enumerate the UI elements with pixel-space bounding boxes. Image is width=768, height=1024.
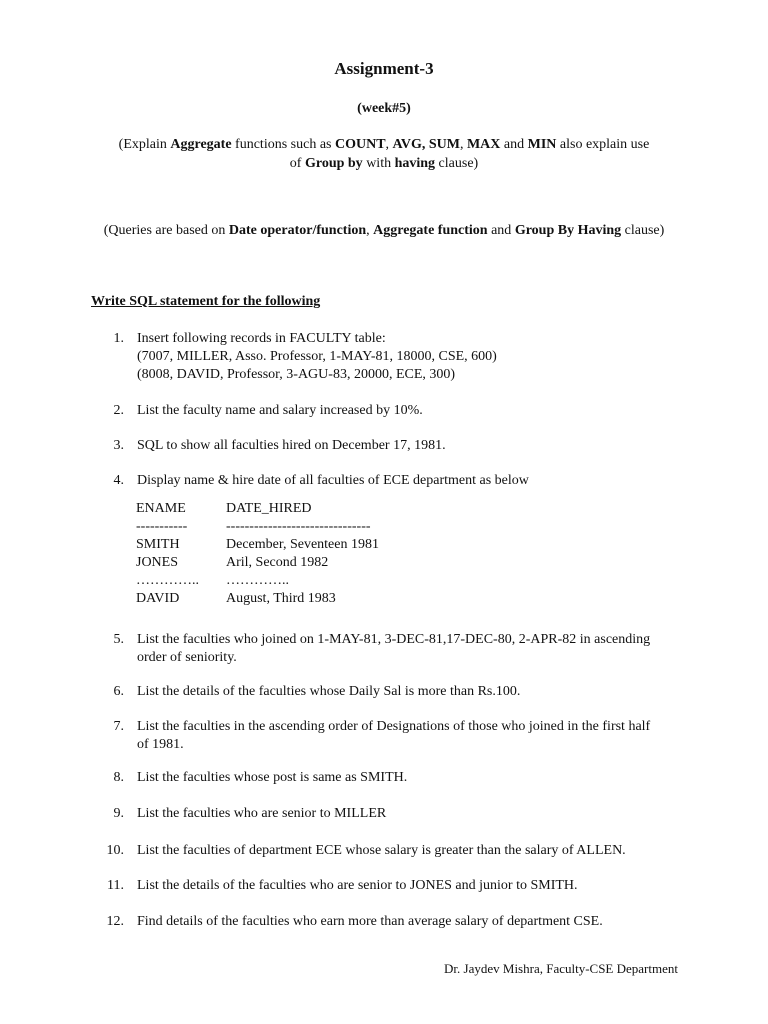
item-line: List the faculties who are senior to MILLER — [137, 806, 387, 821]
queries-bold: Aggregate function — [373, 223, 488, 238]
table-cell: ………….. — [226, 573, 289, 588]
item-text — [137, 805, 677, 823]
item-line: (8008, DAVID, Professor, 3-AGU-83, 20000, ECE, 300) — [137, 367, 456, 382]
table-cell: DAVID — [136, 591, 180, 606]
table-cell: SMITH — [136, 537, 180, 552]
explain-bold: Group by — [304, 156, 363, 171]
section-heading: Write SQL statement for the following — [91, 294, 321, 309]
item-number: 8. — [113, 770, 124, 785]
explain-text: , — [385, 137, 393, 152]
explain-text: also explain use — [556, 137, 650, 152]
explain-text: and — [500, 137, 528, 152]
item-number: 11. — [107, 878, 124, 893]
item-line: List the faculties whose post is same as SMITH. — [137, 770, 408, 785]
item-text — [137, 769, 677, 787]
item-number: 12. — [106, 914, 124, 929]
explain-line-2 — [0, 154, 768, 173]
footer-author: Dr. Jaydev Mishra, Faculty-CSE Department — [444, 961, 678, 976]
item-line: List the faculties who joined on 1-MAY-81, 3-DEC-81,17-DEC-80, 2-APR-82 in ascending — [137, 632, 651, 647]
explain-text: , — [459, 137, 467, 152]
item-line: (7007, MILLER, Asso. Professor, 1-MAY-81, 18000, CSE, 600) — [137, 349, 497, 364]
explain-bold: COUNT — [334, 137, 386, 152]
column-header-ename: ENAME — [136, 501, 186, 516]
item-line: List the details of the faculties whose Daily Sal is more than Rs.100. — [137, 684, 521, 699]
item-text — [137, 437, 677, 455]
queries-bold: Group By Having — [514, 223, 622, 238]
item-text — [137, 472, 677, 490]
item-number: 3. — [113, 438, 124, 453]
item-line: SQL to show all faculties hired on December 17, 1981. — [137, 438, 446, 453]
explain-bold: AVG, SUM — [392, 137, 460, 152]
item-line: order of seniority. — [137, 650, 237, 665]
table-cell: ------------------------------- — [226, 519, 371, 534]
item-text — [137, 330, 677, 384]
item-line: List the faculty name and salary increased by 10%. — [137, 403, 423, 418]
queries-text: and — [487, 223, 515, 238]
table-cell: December, Seventeen 1981 — [226, 537, 379, 552]
item-text — [137, 913, 677, 931]
explain-note — [0, 135, 768, 173]
explain-bold: MAX — [466, 137, 501, 152]
item-line: List the faculties in the ascending order of Designations of those who joined in the first half — [137, 719, 651, 734]
explain-text: with — [362, 156, 395, 171]
item-text — [137, 877, 677, 895]
table-cell: ………….. — [136, 573, 199, 588]
explain-text: clause) — [435, 156, 479, 171]
table-cell: August, Third 1983 — [226, 591, 336, 606]
explain-line-1 — [0, 135, 768, 154]
queries-text: (Queries are based on — [103, 223, 229, 238]
item-text — [137, 402, 677, 420]
item-number: 6. — [113, 684, 124, 699]
week-label: (week#5) — [357, 101, 411, 116]
explain-text: (Explain — [118, 137, 171, 152]
explain-text: of — [289, 156, 305, 171]
item-text — [137, 842, 677, 860]
item-number: 10. — [106, 843, 124, 858]
page-title: Assignment-3 — [334, 59, 434, 78]
explain-text: functions such as — [231, 137, 335, 152]
queries-text: , — [366, 223, 374, 238]
item-number: 2. — [113, 403, 124, 418]
explain-bold: having — [394, 156, 436, 171]
item-number: 4. — [113, 473, 124, 488]
table-cell: JONES — [136, 555, 179, 570]
explain-bold: MIN — [527, 137, 557, 152]
item-line: List the details of the faculties who are senior to JONES and junior to SMITH. — [137, 878, 578, 893]
item-line: List the faculties of department ECE whose salary is greater than the salary of ALLEN. — [137, 843, 626, 858]
item-number: 1. — [113, 331, 124, 346]
table-cell: Aril, Second 1982 — [226, 555, 329, 570]
item-line: Insert following records in FACULTY table: — [137, 331, 386, 346]
item-line: of 1981. — [137, 737, 184, 752]
item-text — [137, 718, 677, 754]
item-number: 9. — [113, 806, 124, 821]
explain-bold: Aggregate — [170, 137, 232, 152]
queries-note — [0, 222, 768, 240]
item-number: 7. — [113, 719, 124, 734]
table-cell: ----------- — [136, 519, 188, 534]
queries-text: clause) — [621, 223, 665, 238]
queries-bold: Date operator/function — [228, 223, 367, 238]
item-text — [137, 683, 677, 701]
item-text — [137, 631, 677, 667]
item-line: Find details of the faculties who earn more than average salary of department CSE. — [137, 914, 603, 929]
item-line: Display name & hire date of all faculties of ECE department as below — [137, 473, 529, 488]
item-number: 5. — [113, 632, 124, 647]
column-header-date-hired: DATE_HIRED — [226, 501, 312, 516]
